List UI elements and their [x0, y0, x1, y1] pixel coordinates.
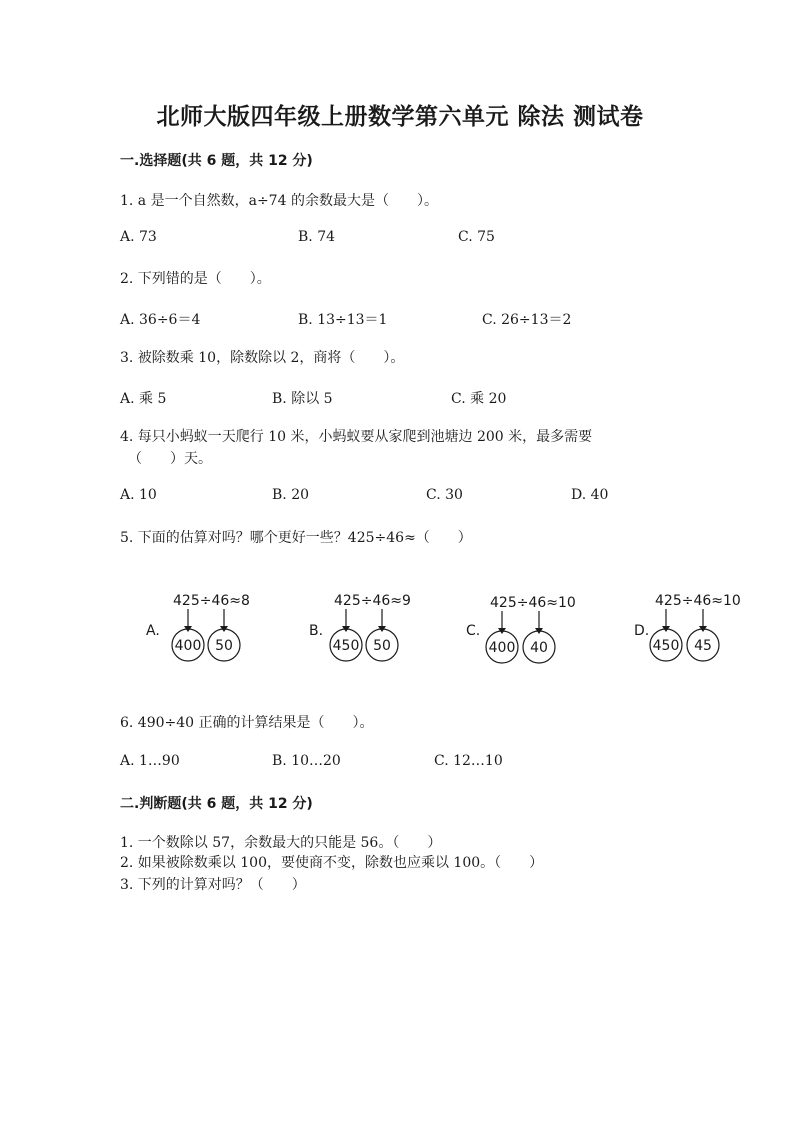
estimate-figure-c	[466, 588, 586, 664]
q4-option-c: C. 30	[426, 487, 463, 503]
section-heading-choice: 一.选择题(共 6 题，共 12 分)	[120, 153, 313, 169]
q1-option-a: A. 73	[120, 229, 157, 245]
q4-option-d: D. 40	[571, 487, 609, 503]
page-title: 北师大版四年级上册数学第六单元 除法 测试卷	[156, 104, 644, 130]
question-4-line-2: （ ）天。	[128, 451, 212, 467]
question-6: 6. 490÷40 正确的计算结果是（ ）。	[120, 715, 374, 731]
estimate-divisor: 40	[530, 640, 548, 656]
estimate-dividend: 400	[174, 638, 202, 654]
question-3: 3. 被除数乘 10，除数除以 2，商将（ ）。	[120, 350, 405, 366]
estimate-figure-b	[309, 588, 429, 664]
q1-option-b: B. 74	[298, 229, 336, 245]
q3-option-a: A. 乘 5	[120, 391, 167, 407]
question-5: 5. 下面的估算对吗？哪个更好一些？425÷46≈（ ）	[120, 530, 472, 546]
judge-question-3: 3. 下列的计算对吗？（ ）	[120, 877, 306, 893]
estimate-dividend: 450	[332, 638, 360, 654]
figure-expression: 425÷46≈10	[490, 595, 576, 611]
estimate-figure-a	[146, 588, 266, 664]
q6-option-b: B. 10…20	[272, 753, 341, 769]
figure-expression: 425÷46≈8	[173, 593, 250, 609]
figure-option-label: D.	[634, 623, 650, 639]
q3-option-b: B. 除以 5	[272, 391, 333, 407]
question-1: 1. a 是一个自然数，a÷74 的余数最大是（ ）。	[120, 193, 438, 209]
q3-option-c: C. 乘 20	[451, 391, 507, 407]
estimate-divisor: 50	[373, 638, 391, 654]
figure-option-label: B.	[309, 623, 324, 639]
q1-option-c: C. 75	[458, 229, 495, 245]
figure-option-label: A.	[146, 623, 160, 639]
estimate-divisor: 45	[694, 638, 712, 654]
question-4-line-1: 4. 每只小蚂蚁一天爬行 10 米，小蚂蚁要从家爬到池塘边 200 米，最多需要	[120, 429, 593, 445]
figure-expression: 425÷46≈9	[334, 593, 411, 609]
estimate-dividend: 450	[652, 638, 680, 654]
q2-option-b: B. 13÷13＝1	[298, 312, 388, 328]
figure-expression: 425÷46≈10	[655, 593, 741, 609]
estimate-divisor: 50	[215, 638, 233, 654]
question-2: 2. 下列错的是（ ）。	[120, 271, 271, 287]
q2-option-a: A. 36÷6＝4	[120, 312, 201, 328]
figure-option-label: C.	[466, 623, 481, 639]
estimate-dividend: 400	[488, 640, 516, 656]
q4-option-a: A. 10	[120, 487, 157, 503]
judge-question-2: 2. 如果被除数乘以 100，要使商不变，除数也应乘以 100。（ ）	[120, 855, 544, 871]
estimate-figure-d	[634, 588, 754, 664]
judge-question-1: 1. 一个数除以 57，余数最大的只能是 56。（ ）	[120, 835, 442, 851]
q2-option-c: C. 26÷13＝2	[482, 312, 572, 328]
q4-option-b: B. 20	[272, 487, 310, 503]
q6-option-a: A. 1…90	[120, 753, 180, 769]
q6-option-c: C. 12…10	[434, 753, 503, 769]
section-heading-judge: 二.判断题(共 6 题，共 12 分)	[120, 796, 313, 812]
